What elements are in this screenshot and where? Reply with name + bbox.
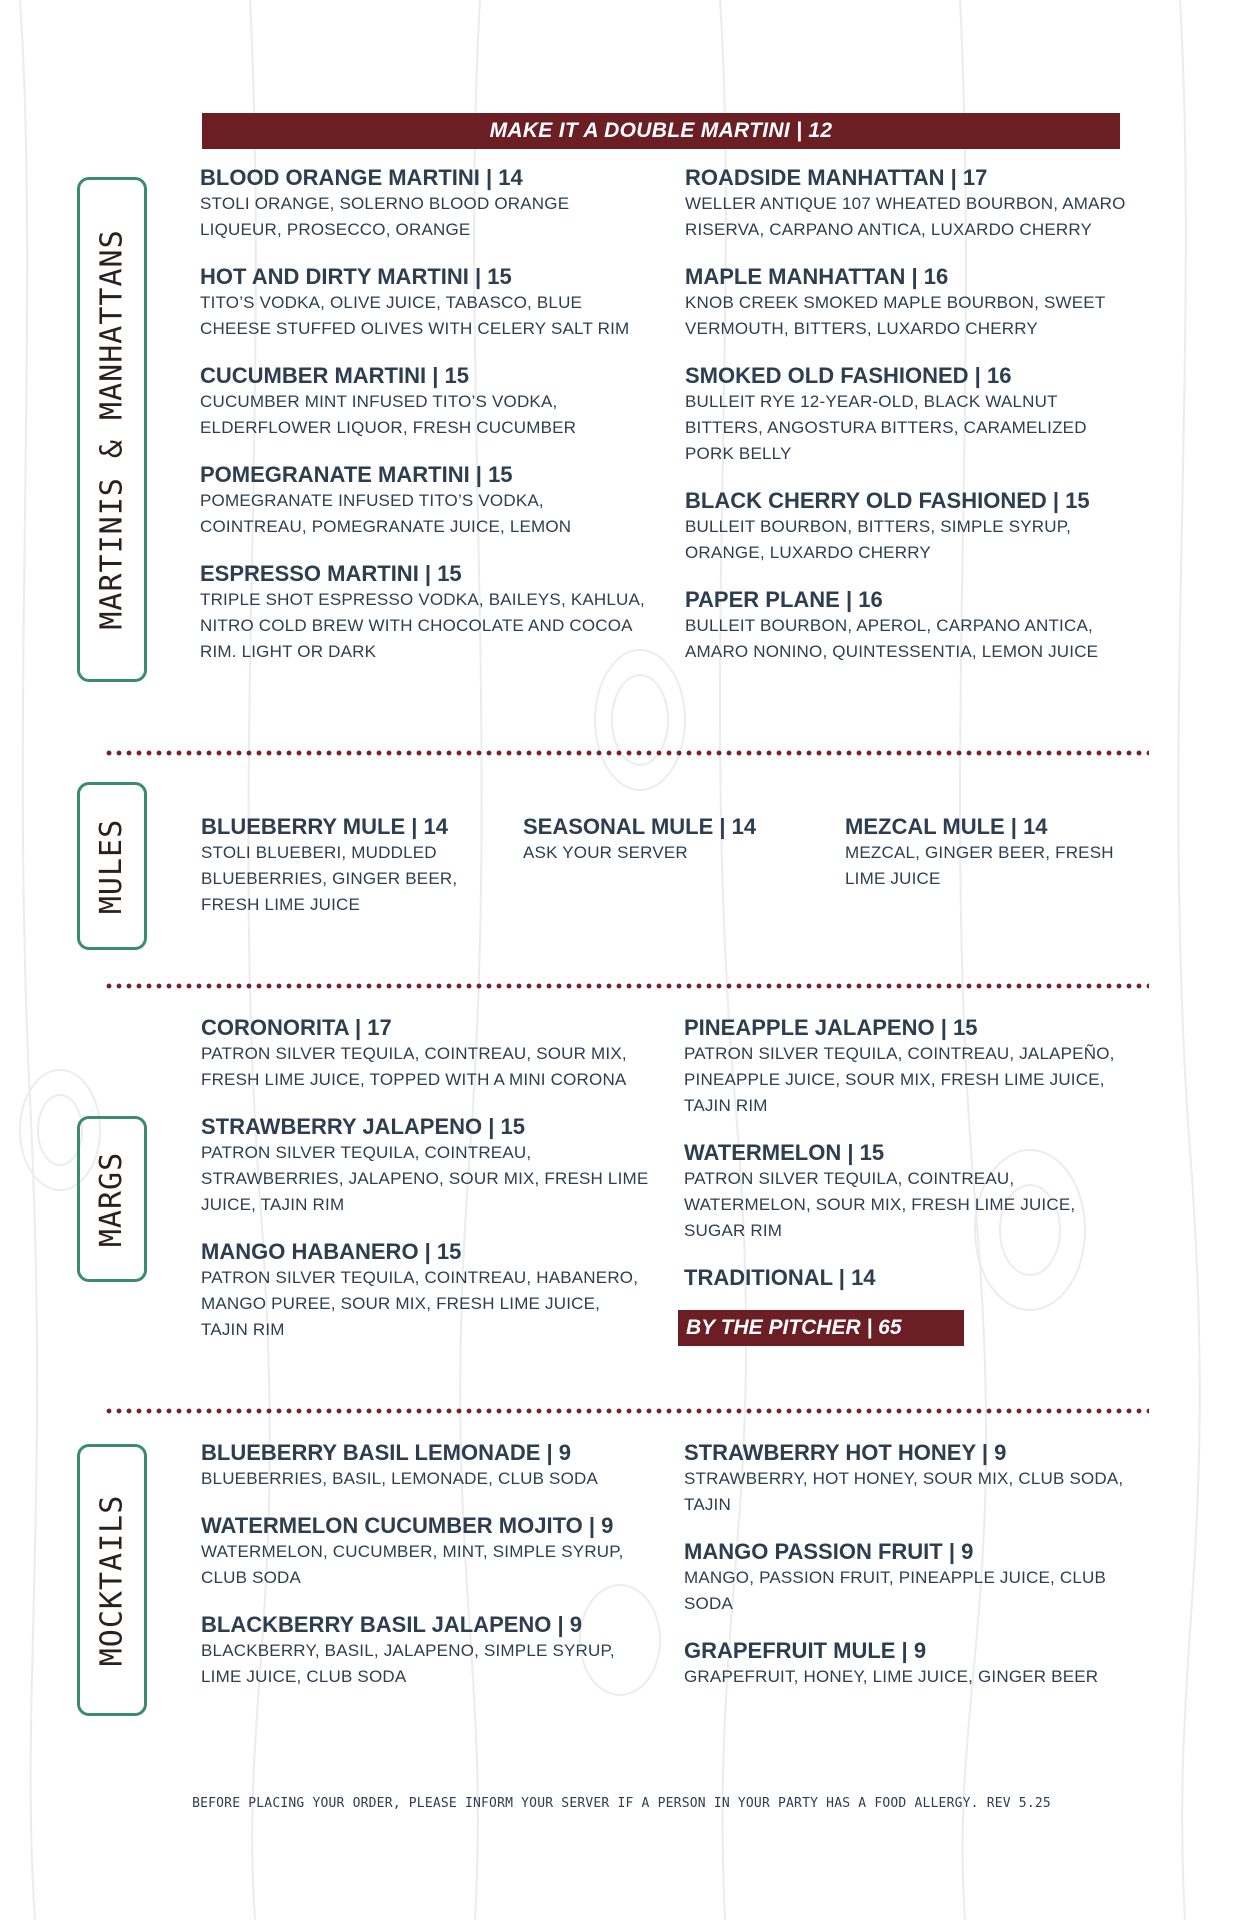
menu-item <box>201 1113 651 1218</box>
menu-item <box>685 362 1130 467</box>
item-description: PATRON SILVER TEQUILA, COINTREAU, STRAWBERRIES, JALAPENO, SOUR MIX, FRESH LIME JUICE, TAJIN RIM <box>201 1143 649 1214</box>
menu-item <box>201 1611 651 1690</box>
double-martini-banner: MAKE IT A DOUBLE MARTINI | 12 <box>202 113 1120 149</box>
item-name: MANGO PASSION FRUIT | 9 <box>684 1539 974 1564</box>
item-name: ESPRESSO MARTINI | 15 <box>200 561 462 586</box>
menu-item <box>201 1238 651 1343</box>
item-name: SEASONAL MULE | 14 <box>523 814 757 839</box>
menu-item <box>201 813 491 918</box>
menu-item <box>200 362 650 441</box>
margs-right-column <box>684 1014 1130 1311</box>
item-name: CORONORITA | 17 <box>201 1015 392 1040</box>
item-name: TRADITIONAL | 14 <box>684 1265 876 1290</box>
item-description: ASK YOUR SERVER <box>523 843 688 862</box>
margs-left-column <box>201 1014 651 1363</box>
martinis-manhattans-tab <box>77 177 147 682</box>
mules-column-3 <box>845 813 1135 912</box>
item-name: WATERMELON CUCUMBER MOJITO | 9 <box>201 1513 614 1538</box>
menu-item <box>200 164 650 243</box>
allergy-notice-footer: BEFORE PLACING YOUR ORDER, PLEASE INFORM YOUR SERVER IF A PERSON IN YOUR PARTY HAS A FOOD ALLERGY. REV 5.25 <box>192 1796 1051 1811</box>
item-name: SMOKED OLD FASHIONED | 16 <box>685 363 1012 388</box>
item-name: BLOOD ORANGE MARTINI | 14 <box>200 165 523 190</box>
menu-item <box>201 1512 651 1591</box>
item-description: PATRON SILVER TEQUILA, COINTREAU, HABANERO, MANGO PUREE, SOUR MIX, FRESH LIME JUICE, TAJIN RIM <box>201 1268 639 1339</box>
item-description: PATRON SILVER TEQUILA, COINTREAU, WATERMELON, SOUR MIX, FRESH LIME JUICE, SUGAR RIM <box>684 1169 1076 1240</box>
item-name: MEZCAL MULE | 14 <box>845 814 1048 839</box>
item-description: CUCUMBER MINT INFUSED TITO’S VODKA, ELDERFLOWER LIQUOR, FRESH CUCUMBER <box>200 392 577 437</box>
mules-column-2 <box>523 813 813 886</box>
dotted-divider <box>104 750 1149 756</box>
item-description: BULLEIT BOURBON, APEROL, CARPANO ANTICA, AMARO NONINO, QUINTESSENTIA, LEMON JUICE <box>685 616 1099 661</box>
mocktails-left-column <box>201 1439 651 1710</box>
item-description: MANGO, PASSION FRUIT, PINEAPPLE JUICE, CLUB SODA <box>684 1568 1107 1613</box>
menu-item <box>685 586 1130 665</box>
menu-item <box>685 263 1130 342</box>
item-description: STRAWBERRY, HOT HONEY, SOUR MIX, CLUB SODA, TAJIN <box>684 1469 1124 1514</box>
item-description: BULLEIT BOURBON, BITTERS, SIMPLE SYRUP, ORANGE, LUXARDO CHERRY <box>685 517 1072 562</box>
menu-item <box>685 164 1130 243</box>
menu-item <box>200 560 650 665</box>
item-name: CUCUMBER MARTINI | 15 <box>200 363 469 388</box>
martinis-left-column <box>200 164 650 685</box>
item-description: POMEGRANATE INFUSED TITO’S VODKA, COINTREAU, POMEGRANATE JUICE, LEMON <box>200 491 572 536</box>
item-description: TRIPLE SHOT ESPRESSO VODKA, BAILEYS, KAHLUA, NITRO COLD BREW WITH CHOCOLATE AND COCOA RIM. LIGHT OR DARK <box>200 590 645 661</box>
item-description: STOLI BLUEBERI, MUDDLED BLUEBERRIES, GINGER BEER, FRESH LIME JUICE <box>201 843 458 914</box>
mocktails-label: MOCKTAILS <box>94 1494 130 1666</box>
item-name: WATERMELON | 15 <box>684 1140 885 1165</box>
mocktails-tab <box>77 1444 147 1716</box>
item-name: BLACKBERRY BASIL JALAPENO | 9 <box>201 1612 583 1637</box>
item-description: KNOB CREEK SMOKED MAPLE BOURBON, SWEET VERMOUTH, BITTERS, LUXARDO CHERRY <box>685 293 1106 338</box>
menu-item <box>684 1264 1130 1291</box>
item-description: PATRON SILVER TEQUILA, COINTREAU, JALAPEÑO, PINEAPPLE JUICE, SOUR MIX, FRESH LIME JUICE, TAJIN RIM <box>684 1044 1115 1115</box>
menu-item <box>685 487 1130 566</box>
by-the-pitcher-badge: BY THE PITCHER | 65 <box>678 1310 964 1346</box>
item-description: GRAPEFRUIT, HONEY, LIME JUICE, GINGER BEER <box>684 1667 1099 1686</box>
item-name: PINEAPPLE JALAPENO | 15 <box>684 1015 978 1040</box>
menu-item <box>201 1014 651 1093</box>
dotted-divider <box>104 1408 1149 1414</box>
menu-item <box>684 1538 1130 1617</box>
mules-tab <box>77 782 147 950</box>
item-description: WATERMELON, CUCUMBER, MINT, SIMPLE SYRUP, CLUB SODA <box>201 1542 624 1587</box>
menu-item <box>845 813 1135 892</box>
item-name: MAPLE MANHATTAN | 16 <box>685 264 949 289</box>
menu-item <box>201 1439 651 1492</box>
item-name: GRAPEFRUIT MULE | 9 <box>684 1638 927 1663</box>
item-name: STRAWBERRY JALAPENO | 15 <box>201 1114 525 1139</box>
menu-item <box>684 1014 1130 1119</box>
martinis-right-column <box>685 164 1130 685</box>
menu-item <box>684 1439 1130 1518</box>
menu-item <box>684 1139 1130 1244</box>
item-name: STRAWBERRY HOT HONEY | 9 <box>684 1440 1007 1465</box>
menu-item <box>200 461 650 540</box>
item-name: ROADSIDE MANHATTAN | 17 <box>685 165 988 190</box>
item-name: HOT AND DIRTY MARTINI | 15 <box>200 264 512 289</box>
menu-item <box>684 1637 1130 1690</box>
item-name: BLUEBERRY BASIL LEMONADE | 9 <box>201 1440 572 1465</box>
mules-label: MULES <box>94 818 130 914</box>
item-name: POMEGRANATE MARTINI | 15 <box>200 462 513 487</box>
item-description: BULLEIT RYE 12-YEAR-OLD, BLACK WALNUT BITTERS, ANGOSTURA BITTERS, CARAMELIZED PORK BELLY <box>685 392 1087 463</box>
item-description: BLUEBERRIES, BASIL, LEMONADE, CLUB SODA <box>201 1469 599 1488</box>
item-description: TITO’S VODKA, OLIVE JUICE, TABASCO, BLUE CHEESE STUFFED OLIVES WITH CELERY SALT RIM <box>200 293 630 338</box>
martinis-manhattans-label: MARTINIS & MANHATTANS <box>94 229 130 630</box>
item-description: BLACKBERRY, BASIL, JALAPENO, SIMPLE SYRUP, LIME JUICE, CLUB SODA <box>201 1641 615 1686</box>
dotted-divider <box>104 983 1149 989</box>
item-name: MANGO HABANERO | 15 <box>201 1239 462 1264</box>
mocktails-right-column <box>684 1439 1130 1710</box>
item-name: PAPER PLANE | 16 <box>685 587 883 612</box>
item-name: BLUEBERRY MULE | 14 <box>201 814 448 839</box>
mules-column-1 <box>201 813 491 938</box>
margs-label: MARGS <box>94 1151 130 1247</box>
margs-tab <box>77 1116 147 1282</box>
menu-item <box>200 263 650 342</box>
item-name: BLACK CHERRY OLD FASHIONED | 15 <box>685 488 1090 513</box>
item-description: STOLI ORANGE, SOLERNO BLOOD ORANGE LIQUEUR, PROSECCO, ORANGE <box>200 194 570 239</box>
item-description: PATRON SILVER TEQUILA, COINTREAU, SOUR MIX, FRESH LIME JUICE, TOPPED WITH A MINI CORONA <box>201 1044 627 1089</box>
menu-item <box>523 813 813 866</box>
item-description: WELLER ANTIQUE 107 WHEATED BOURBON, AMARO RISERVA, CARPANO ANTICA, LUXARDO CHERRY <box>685 194 1126 239</box>
item-description: MEZCAL, GINGER BEER, FRESH LIME JUICE <box>845 843 1114 888</box>
